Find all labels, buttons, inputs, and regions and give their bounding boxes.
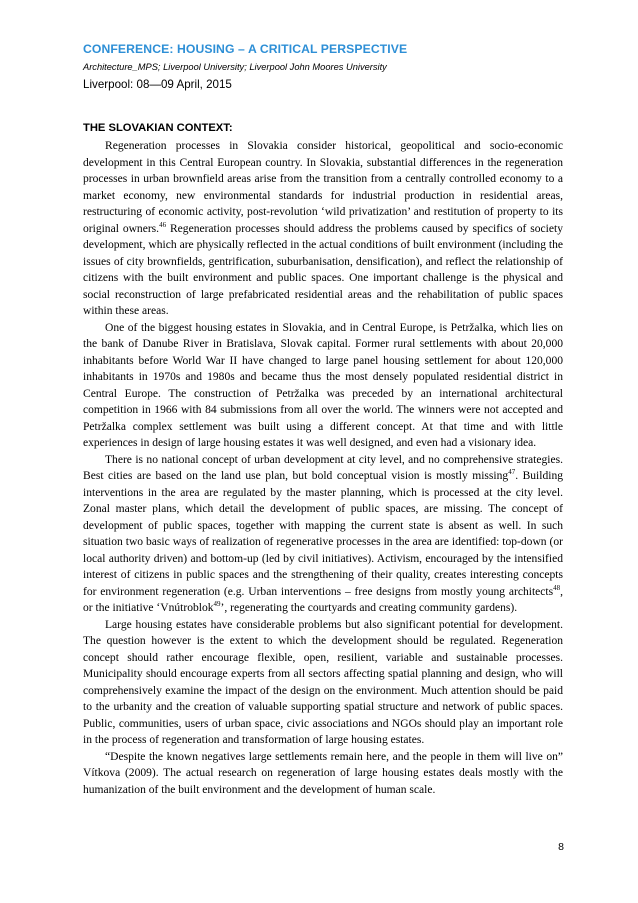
page-number: 8 bbox=[558, 841, 564, 853]
paragraph-text: Regeneration processes should address the problems caused by specifics of society development, which are physically reflected in the actual conditions of built environment (including the issues of city brownfields, gentrification, suburbanisation, densification), and reflect the relationship of citizens with the built environment and public spaces. One important challenge is the physical and social reconstruction of large prefabricated residential areas and the rehabilitation of public spaces within these areas. bbox=[83, 222, 563, 317]
footnote-ref-48[interactable]: 48 bbox=[553, 583, 561, 592]
paragraph-text: Large housing estates have considerable problems but also significant potential for development. The question however is the extent to which the development should be regulated. Regeneration concept should rather encourage flexible, open, resilient, variable and sustainable processes. Municipality should encourage experts from all sectors affecting spatial planning and design, who will comprehensively examine the impact of the design on the environment. Much attention should be paid to the urbanity and the creation of valuable supporting spatial structure and network of public spaces. Public, communities, users of urban space, civic associations and NGOs should play an important role in the process of regeneration and transformation of large housing estates. bbox=[83, 618, 563, 746]
paragraph-text: ’, regenerating the courtyards and creating community gardens). bbox=[220, 602, 518, 614]
paragraph-text: One of the biggest housing estates in Slovakia, and in Central Europe, is Petržalka, which lies on the bank of Danube River in Bratislava, Slovak capital. Former rural settlements with about 20,000 inhabitants before World War II have changed to large panel housing settlement for about 120,000 inhabitants in 1970s and 1980s and became thus the most densely populated residential district in Central Europe. The construction of Petržalka was preceded by an international architectural competition in 1966 with 84 submissions from all over the world. The winners were not accepted and Petržalka complex settlement was built using a different concept. At that time and with little experiences in design of large housing estates it was well designed, and even had a visionary idea. bbox=[83, 321, 563, 449]
section-heading: THE SLOVAKIAN CONTEXT: bbox=[83, 122, 233, 134]
page-header bbox=[83, 42, 563, 92]
paragraph-text: , or the initiative ‘Vnútroblok bbox=[83, 585, 563, 614]
paragraph-text: Regeneration processes in Slovakia consider historical, geopolitical and socio-economic development in this Central European country. In Slovakia, substantial differences in the regeneration processes in urban brownfield areas arise from the transition from a centrally controlled economy to a market economy, new environmental standards for industrial production in residential areas, restructuring of economic activity, post-revolution ‘wild privatization’ and restitution of property to its original owners. bbox=[83, 140, 563, 235]
body-text bbox=[83, 138, 563, 798]
paragraph-text: . Building interventions in the area are regulated by the master planning, which is processed at the city level. Zonal master plans, which detail the development of public spaces, are missing. The concept of development of public spaces, together with mapping the current state is absent as well. In such situation two basic ways of realization of regenerative processes in the area are identified: top-down (or local authority driven) and bottom-up (led by civil initiatives). Activism, encouraged by the intensified interest of citizens in public spaces and the strengthening of their quality, creates interesting concepts for environment regeneration (e.g. Urban interventions – free designs from mostly young architects bbox=[83, 470, 564, 598]
paragraph-3 bbox=[83, 452, 563, 617]
affiliations-line: Architecture_MPS; Liverpool University; Liverpool John Moores University bbox=[83, 62, 387, 72]
footnote-ref-47[interactable]: 47 bbox=[508, 468, 516, 477]
paragraph-text: There is no national concept of urban development at city level, and no comprehensive strategies. Best cities are based on the land use plan, but bold conceptual vision is mostly missing bbox=[83, 453, 563, 482]
footnote-ref-49[interactable]: 49 bbox=[213, 600, 221, 609]
paragraph-2 bbox=[83, 320, 563, 452]
conference-title: CONFERENCE: HOUSING – A CRITICAL PERSPECTIVE bbox=[83, 42, 408, 56]
paragraph-1 bbox=[83, 138, 563, 320]
footnote-ref-46[interactable]: 46 bbox=[159, 220, 167, 229]
paragraph-text: “Despite the known negatives large settlements remain here, and the people in them will live on” Vítkova (2009). The actual research on regeneration of large housing estates deals mostly with the humanization of the built environment and the development of human scale. bbox=[83, 750, 563, 796]
paragraph-5 bbox=[83, 749, 563, 799]
paragraph-4 bbox=[83, 617, 563, 749]
place-date-line: Liverpool: 08—09 April, 2015 bbox=[83, 78, 232, 91]
